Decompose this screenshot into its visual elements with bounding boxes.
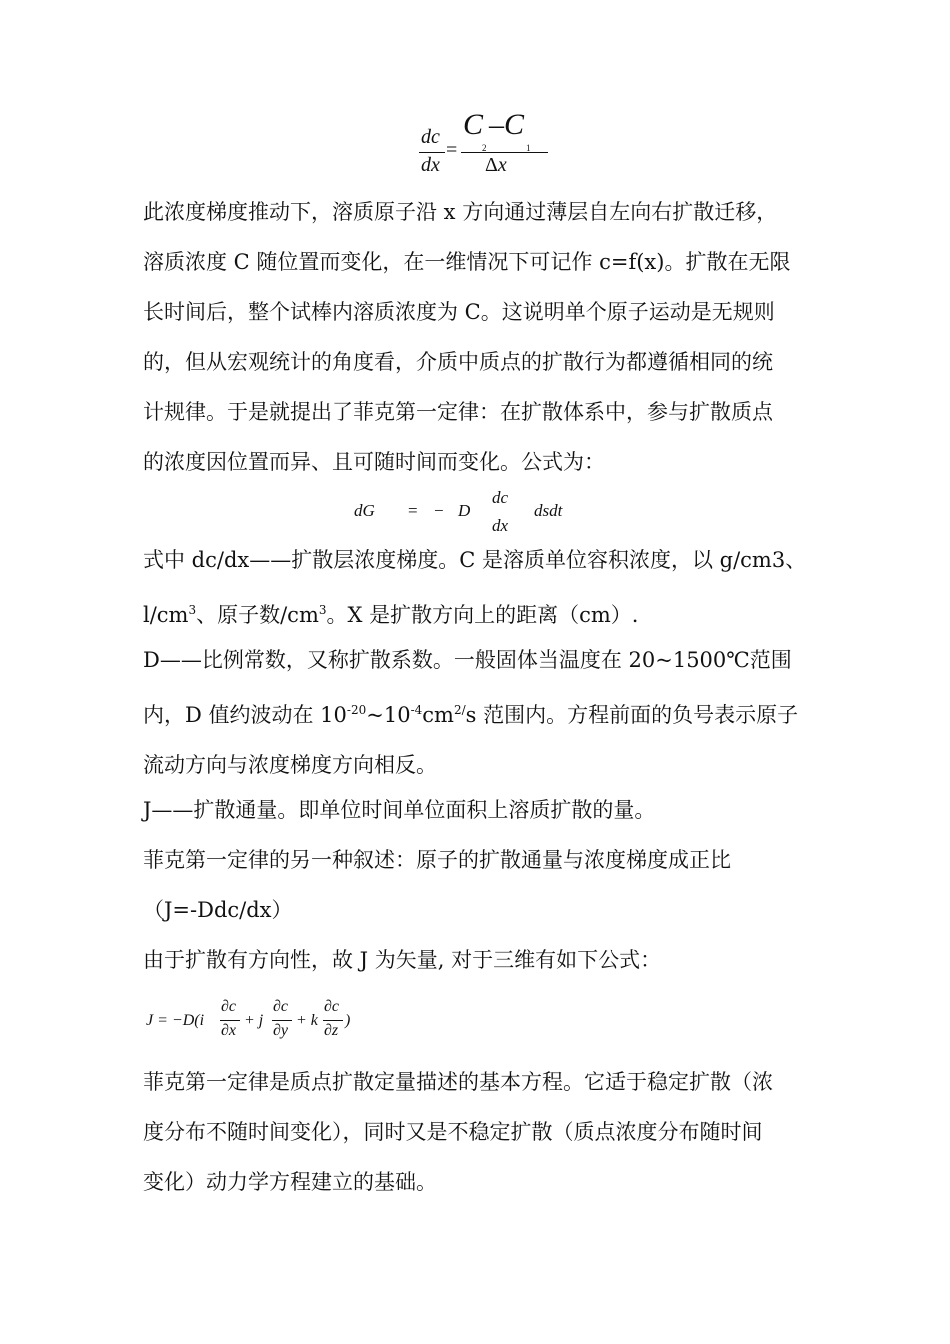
paragraph-definition-gradient bbox=[143, 535, 813, 640]
equals-sign: = bbox=[446, 139, 458, 161]
formula-plus-j: + j bbox=[244, 1012, 264, 1029]
partial-denominator: ∂z bbox=[324, 1022, 339, 1039]
fraction-numerator: dc bbox=[492, 488, 509, 507]
delta-symbol: Δ bbox=[485, 154, 498, 176]
paragraph-conclusion bbox=[143, 1057, 813, 1207]
paragraph-intro bbox=[143, 187, 813, 487]
text-line: 的，但从宏观统计的角度看，介质中质点的扩散行为都遵循相同的统 bbox=[143, 350, 773, 374]
text-line: （J=-Ddc/dx） bbox=[143, 898, 293, 922]
text-run: s 范围内。方程前面的负号表示原子 bbox=[465, 703, 799, 727]
fraction-bar bbox=[461, 152, 548, 153]
text-line: 菲克第一定律是质点扩散定量描述的基本方程。它适于稳定扩散（浓 bbox=[143, 1070, 773, 1094]
text-line bbox=[143, 685, 813, 740]
superscript: -20 bbox=[346, 703, 367, 717]
partial-denominator: ∂y bbox=[273, 1022, 289, 1039]
fraction-denominator: dx bbox=[492, 516, 509, 535]
formula-lhs-numerator: dc bbox=[421, 126, 440, 148]
text-run: ~10 bbox=[366, 703, 411, 727]
paragraph-alternative-statement bbox=[143, 835, 813, 935]
superscript: 3 bbox=[188, 603, 197, 617]
partial-numerator: ∂c bbox=[221, 998, 237, 1015]
concentration-gradient-formula bbox=[418, 108, 538, 180]
minus-sign: − bbox=[434, 501, 444, 520]
text-line: D——比例常数，又称扩散系数。一般固体当温度在 20~1500℃范围 bbox=[143, 648, 792, 672]
formula-plus-k: + k bbox=[296, 1012, 318, 1029]
text-line: 式中 dc/dx——扩散层浓度梯度。C 是溶质单位容积浓度，以 g/cm3、 bbox=[143, 548, 807, 572]
vector-flux-formula bbox=[146, 998, 366, 1048]
text-run: 、原子数/cm bbox=[196, 603, 319, 627]
subscript-1: 1 bbox=[526, 143, 531, 153]
formula-D: D bbox=[458, 501, 471, 520]
text-line: 由于扩散有方向性，故 J 为矢量, 对于三维有如下公式： bbox=[143, 948, 662, 972]
paragraph-definition-D bbox=[143, 635, 813, 790]
formula-rhs-numerator: C –C bbox=[463, 108, 525, 141]
formula-dsdt: dsdt bbox=[534, 501, 563, 520]
text-line: 菲克第一定律的另一种叙述：原子的扩散通量与浓度梯度成正比 bbox=[143, 848, 731, 872]
partial-numerator: ∂c bbox=[324, 998, 340, 1015]
fraction-bar bbox=[323, 1020, 343, 1021]
text-line: 流动方向与浓度梯度方向相反。 bbox=[143, 753, 437, 777]
paragraph-definition-J bbox=[143, 785, 813, 835]
text-run: l/cm bbox=[143, 603, 189, 627]
formula-rhs-denominator bbox=[485, 154, 507, 177]
equals-sign: = bbox=[408, 501, 418, 520]
superscript: 2/ bbox=[453, 703, 466, 717]
formula-dG: dG bbox=[354, 501, 375, 520]
text-line: J——扩散通量。即单位时间单位面积上溶质扩散的量。 bbox=[143, 798, 656, 822]
subscript-2: 2 bbox=[482, 143, 487, 153]
formula-lhs-denominator: dx bbox=[421, 154, 440, 176]
text-line: 长时间后，整个试棒内溶质浓度为 C。这说明单个原子运动是无规则 bbox=[143, 300, 775, 324]
partial-numerator: ∂c bbox=[273, 998, 289, 1015]
text-line: 的浓度因位置而异、且可随时间而变化。公式为： bbox=[143, 450, 605, 474]
formula-lhs: J = −D(i bbox=[146, 1012, 205, 1029]
text-run: 内，D 值约波动在 10 bbox=[143, 703, 347, 727]
paragraph-vector-intro bbox=[143, 935, 813, 985]
superscript: -4 bbox=[410, 703, 423, 717]
text-line: 溶质浓度 C 随位置而变化，在一维情况下可记作 c=f(x)。扩散在无限 bbox=[143, 250, 791, 274]
fraction-bar bbox=[419, 152, 445, 153]
superscript: 3 bbox=[318, 603, 327, 617]
text-run: 。X 是扩散方向上的距离（cm）. bbox=[326, 603, 639, 627]
text-line bbox=[143, 585, 813, 640]
text-run: cm bbox=[422, 703, 454, 727]
text-line: 度分布不随时间变化），同时又是不稳定扩散（质点浓度分布随时间 bbox=[143, 1120, 763, 1144]
partial-denominator: ∂x bbox=[221, 1022, 237, 1039]
text-line: 变化）动力学方程建立的基础。 bbox=[143, 1170, 437, 1194]
closing-paren: ) bbox=[345, 1012, 351, 1029]
text-line: 此浓度梯度推动下，溶质原子沿 x 方向通过薄层自左向右扩散迁移， bbox=[143, 200, 778, 224]
fraction-bar bbox=[272, 1020, 292, 1021]
fraction-bar bbox=[220, 1020, 240, 1021]
text-line: 计规律。于是就提出了菲克第一定律：在扩散体系中，参与扩散质点 bbox=[143, 400, 773, 424]
variable-x: x bbox=[497, 154, 507, 176]
